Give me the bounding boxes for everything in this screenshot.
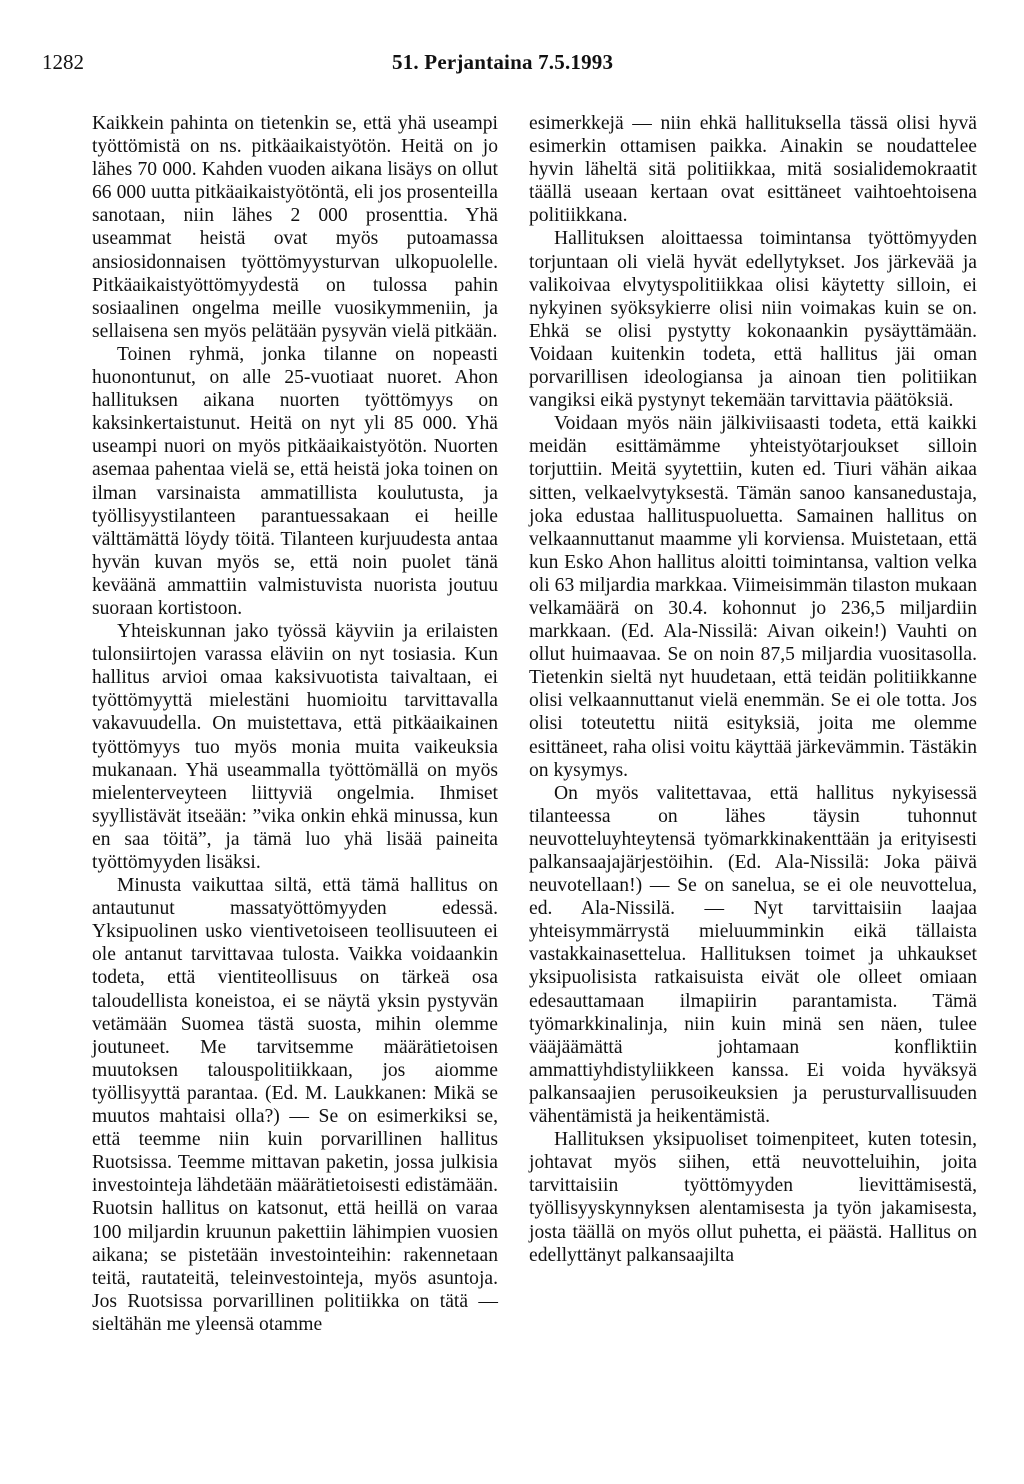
session-title: 51. Perjantaina 7.5.1993: [392, 50, 614, 74]
page-number: 1282: [42, 50, 84, 74]
paragraph: Voidaan myös näin jälkiviisaasti todeta, että kaikki meidän esittämämme yhteistyötarjoukset silloin torjuttiin. Meitä syytettiin, kuten ed. Tiuri vähän aikaa sitten, velkaelvytyksestä. Tämän sanoo kansanedustaja, joka edustaa hallituspuoluetta. Samainen hallitus on velkaannuttanut maamme yli korviensa. Muistetaan, että kun Esko Ahon hallitus aloitti toimintansa, valtion velka oli 63 miljardia markkaa. Viimeisimmän tilaston mukaan velkamäärä on 30.4. kohonnut jo 236,5 miljardiin markkaan. (Ed. Ala-Nissilä: Aivan oikein!) Vauhti on ollut huimaavaa. Se on noin 87,5 miljardia vuositasolla. Tietenkin sieltä nyt huudetaan, että teidän politiikkanne olisi velkaannuttanut vielä enemmän. Se ei ole totta. Jos olisi toteutettu niitä esityksiä, joita me olemme esittäneet, raha olisi voitu käyttää järkevämmin. Tästäkin on kysymys.: [529, 413, 977, 781]
paragraph: Hallituksen aloittaessa toimintansa työttömyyden torjuntaan oli vielä hyvät edellytykset. Jos järkevää ja valikoivaa elvytyspolitiikkaa olisi käytetty silloin, ei nykyinen syöksykierre olisi niin voimakas kuin se on. Ehkä se olisi pystytty kokonaankin pysäyttämään. Voidaan kuitenkin todeta, että hallitus jäi oman porvarillisen ideologiansa ja ainoan tien politiikan vangiksi eikä pystynyt tekemään tarvittavia päätöksiä.: [529, 228, 977, 412]
paragraph: Hallituksen yksipuoliset toimenpiteet, kuten totesin, johtavat myös siihen, että neuvotteluihin, joita tarvittaisiin työttömyyden lievittämisestä, työllisyyskynnyksen alentamisesta ja työn jakamisesta, josta täällä on myös ollut puhetta, ei päästä. Hallitus on edellyttänyt palkansaajilta: [529, 1129, 977, 1266]
paragraph: esimerkkejä — niin ehkä hallituksella tässä olisi hyvä esimerkin ottamisen paikka. Ainakin se noudattelee hyvin läheltä sitä politiikkaa, mitä sosialidemokraatit täällä useaan kertaan ovat esittäneet vaihtoehtoisena politiikkana.: [529, 113, 977, 227]
left-column: [92, 112, 498, 1336]
page-header: [42, 47, 982, 77]
paragraph: Toinen ryhmä, jonka tilanne on nopeasti huonontunut, on alle 25-vuotiaat nuoret. Ahon hallituksen aikana nuorten työttömyys on kaksinkertaistunut. Heitä on nyt yli 85 000. Yhä useampi nuori on myös pitkäaikaistyötön. Nuorten asemaa pahentaa vielä se, että heistä joka toinen on ilman varsinaista ammatillista koulutusta, ja työllisyystilanteen parantuessakaan ei heille välttämättä löydy töitä. Tilanteen kurjuudesta antaa hyvän kuvan myös se, että noin puolet tänä keväänä ammattiin valmistuvista nuorista joutuu suoraan kortistoon.: [92, 343, 498, 619]
paragraph: Yhteiskunnan jako työssä käyviin ja erilaisten tulonsiirtojen varassa eläviin on nyt tosiasia. Kun hallitus arvioi omaa kaksivuotista taivaltaan, ei työttömyyttä mielestäni huomioitu tarvittavalla vakavuudella. On muistettava, että pitkäaikainen työttömyys tuo myös monia muita vaikeuksia mukanaan. Yhä useammalla työttömällä on myös mielenterveyteen liittyviä ongelmia. Ihmiset syyllistävät itseään: ”vika onkin ehkä minussa, kun en saa töitä”, ja tämä luo yhä lisää paineita työttömyyden lisäksi.: [92, 621, 498, 873]
paragraph: On myös valitettavaa, että hallitus nykyisessä tilanteessa on lähes täysin tuhonnut neuvotteluyhteytensä työmarkkinakenttään ja erityisesti palkansaajajärjestöihin. (Ed. Ala-Nissilä: Joka päivä neuvotellaan!) — Se on sanelua, se ei ole neuvottelua, ed. Ala-Nissilä. — Nyt tarvittaisiin laajaa yhteisymmärrystä mieluumminkin eikä tällaista vastakkainasettelua. Hallituksen toimet ja uhkaukset yksipuolisista ratkaisuista eivät ole olleet omiaan edesauttamaan ilmapiirin parantamista. Tämä työmarkkinalinja, niin kuin minä sen näen, tulee vääjäämättä johtamaan konfliktiin ammattiyhdistyliikkeen kanssa. Ei voida hyväksyä palkansaajien perusoikeuksien ja perusturvallisuuden vähentämistä ja heikentämistä.: [529, 782, 977, 1128]
paragraph: Minusta vaikuttaa siltä, että tämä hallitus on antautunut massatyöttömyyden edessä. Yksipuolinen usko vientivetoiseen teollisuuteen ei ole antanut tarvittavaa tulosta. Vaikka voidaankin todeta, että vientiteollisuus on tärkeä osa taloudellista koneistoa, ei se näytä yksin pystyvän vetämään Suomea tästä suosta, mihin olemme joutuneet. Me tarvitsemme määrätietoisen muutoksen talouspolitiikkaan, jos aiomme työllisyyttä parantaa. (Ed. M. Laukkanen: Mikä se muutos mahtaisi olla?) — Se on esimerkiksi se, että teemme niin kuin porvarillinen hallitus Ruotsissa. Teemme mittavan paketin, jossa julkisia investointeja lähdetään määrätietoisesti edistämään. Ruotsin hallitus on katsonut, että heillä on varaa 100 miljardin kruunun pakettiin lähimpien vuosien aikana; se pistetään investointeihin: rakennetaan teitä, rautateitä, teleinvestointeja, myös asuntoja. Jos Ruotsissa porvarillinen politiikka on tätä — sieltähän me yleensä otamme: [92, 875, 498, 1335]
paragraph: Kaikkein pahinta on tietenkin se, että yhä useampi työttömistä on ns. pitkäaikaistyötön. Heitä on jo lähes 70 000. Kahden vuoden aikana lisäys on ollut 66 000 uutta pitkäaikaistyötöntä, eli jos prosenteilla sanotaan, niin lähes 2 000 prosenttia. Yhä useammat heistä ovat myös putoamassa ansiosidonnaisen työttömyysturvan ulkopuolelle. Pitkäaikaistyöttömyydestä on tulossa pahin sosiaalinen ongelma meille vuosikymmeniin, ja sellaisena sen myös pelätään pysyvän vielä pitkään.: [92, 113, 498, 342]
right-column: [529, 112, 977, 1267]
